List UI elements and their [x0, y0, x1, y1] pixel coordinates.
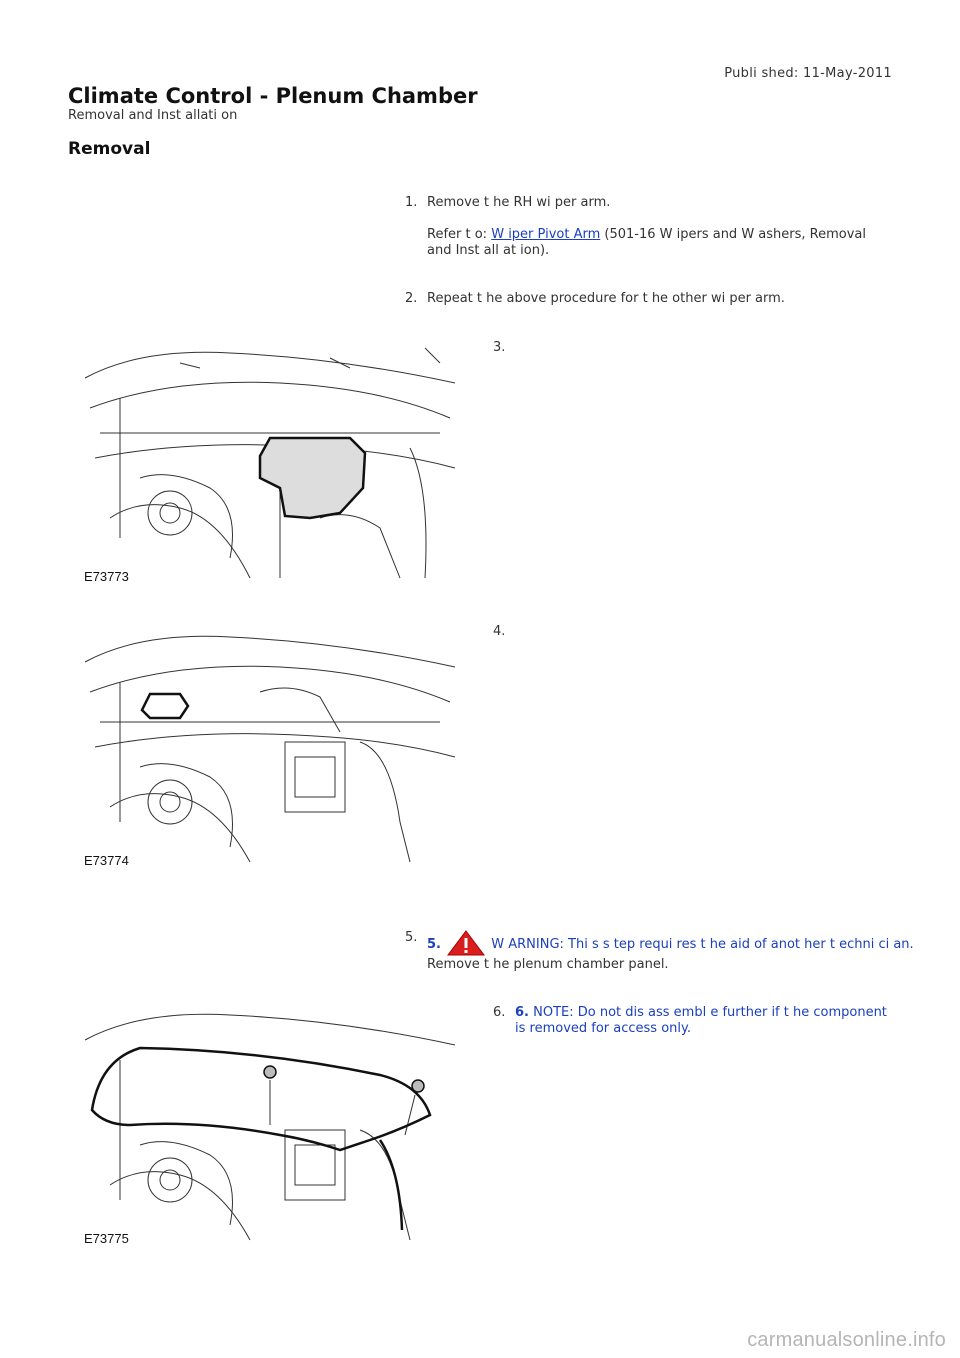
watermark: carmanualsonline.info: [747, 1329, 946, 1351]
refer-suffix-2: and Inst all at ion).: [427, 243, 550, 258]
step-5-bold-number: 5.: [427, 937, 441, 952]
page-title: Climate Control - Plenum Chamber: [68, 84, 478, 108]
section-heading-removal: Removal: [68, 139, 151, 159]
wiper-pivot-arm-link[interactable]: W iper Pivot Arm: [491, 227, 601, 242]
note-line-1: NOTE: Do not dis ass embl e further if t he component: [533, 1005, 887, 1020]
step-1-text: Remove t he RH wi per arm.: [427, 195, 611, 210]
step-4-number: 4.: [493, 624, 506, 639]
step-6-note: [515, 1005, 895, 1037]
step-6-number: 6.: [493, 1005, 506, 1020]
figure-e73775: [80, 1000, 460, 1250]
figure-label: E73774: [84, 853, 129, 868]
step-5-number: 5.: [405, 930, 418, 945]
step-1-refer: [427, 227, 887, 259]
page-subtitle: Removal and Inst allati on: [68, 108, 238, 123]
step-1-number: 1.: [405, 195, 418, 210]
engine-bay-illustration-3: [80, 1000, 460, 1250]
figure-label: E73775: [84, 1231, 129, 1246]
step-5-text: Remove t he plenum chamber panel.: [427, 957, 669, 972]
published-date: Publi shed: 11-May-2011: [724, 66, 892, 81]
refer-prefix: Refer t o:: [427, 227, 492, 242]
engine-bay-illustration-1: [80, 338, 460, 588]
step-3-number: 3.: [493, 340, 506, 355]
warning-text: W ARNING: Thi s s tep requi res t he aid of anot her t echni ci an.: [491, 937, 914, 952]
step-2-number: 2.: [405, 291, 418, 306]
refer-suffix-1: (501-16 W ipers and W ashers, Removal: [600, 227, 867, 242]
step-2-text: Repeat t he above procedure for t he other wi per arm.: [427, 291, 785, 306]
figure-e73774: [80, 622, 460, 872]
figure-e73773: [80, 338, 460, 588]
figure-label: E73773: [84, 569, 129, 584]
step-6-bold-number: 6.: [515, 1005, 529, 1020]
engine-bay-illustration-2: [80, 622, 460, 872]
note-line-2: is removed for access only.: [515, 1021, 691, 1036]
